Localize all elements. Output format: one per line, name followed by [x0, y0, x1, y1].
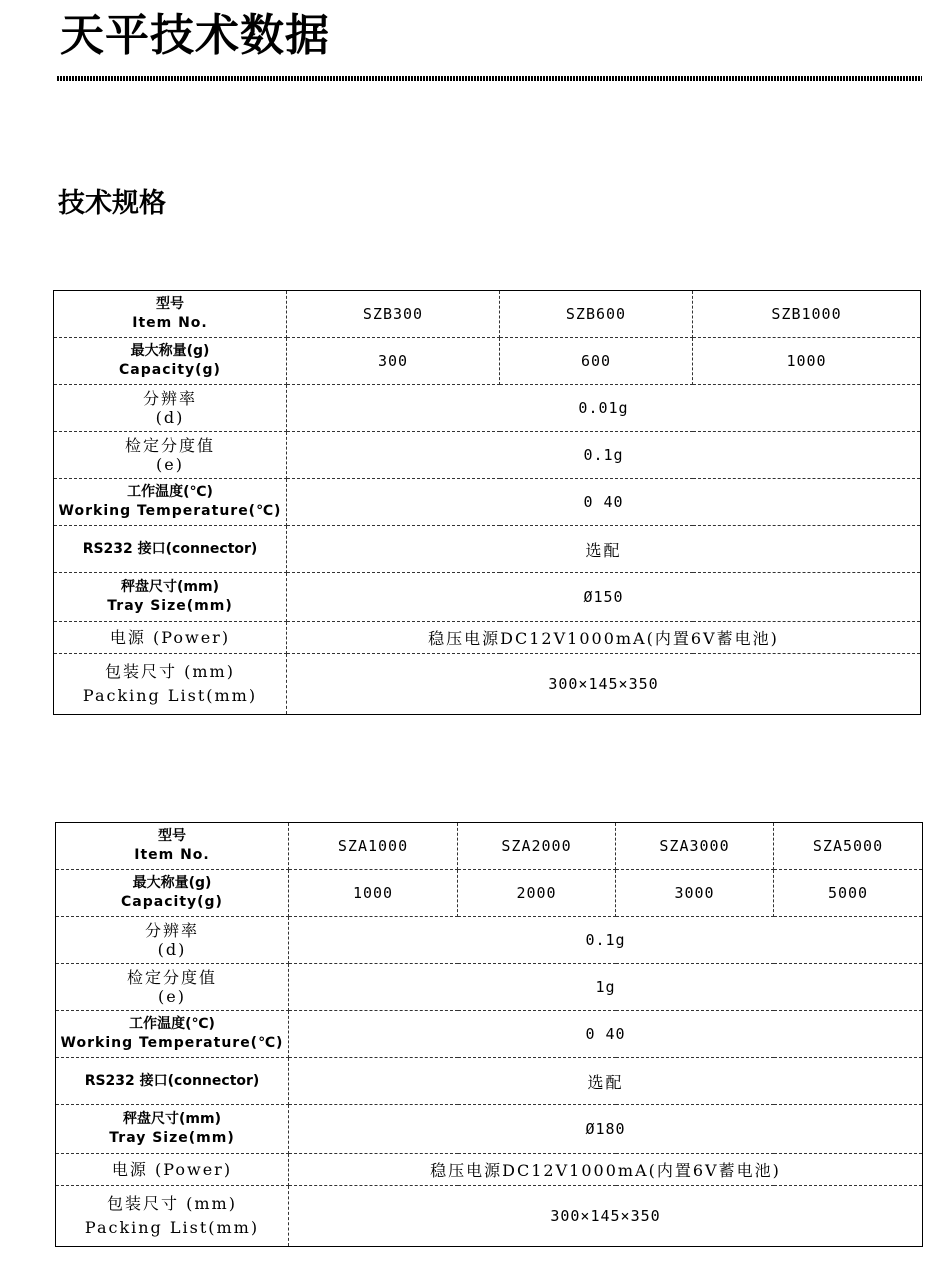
capacity-cell: 300 — [287, 338, 500, 385]
row-resolution — [56, 917, 923, 964]
row-tray — [56, 1105, 923, 1154]
model-cell: SZB1000 — [693, 291, 921, 338]
model-cell: SZA2000 — [458, 823, 616, 870]
label-temperature: 工作温度(℃) Working Temperature(℃) — [56, 1011, 289, 1058]
power-value: 稳压电源DC12V1000mA(内置6V蓄电池) — [287, 622, 921, 654]
row-verification — [56, 964, 923, 1011]
row-resolution — [54, 385, 921, 432]
packing-value: 300×145×350 — [287, 654, 921, 715]
label-tray: 秤盘尺寸(mm) Tray Size(mm) — [54, 573, 287, 622]
label-resolution: 分辨率 (d) — [54, 385, 287, 432]
spec-table-sza — [55, 822, 923, 1247]
label-packing: 包装尺寸 (mm) Packing List(mm) — [56, 1186, 289, 1247]
row-rs232 — [56, 1058, 923, 1105]
row-power — [56, 1154, 923, 1186]
capacity-cell: 2000 — [458, 870, 616, 917]
rs232-value: 选配 — [287, 526, 921, 573]
row-model — [56, 823, 923, 870]
label-verification: 检定分度值 (e) — [56, 964, 289, 1011]
row-packing — [56, 1186, 923, 1247]
model-cell: SZA3000 — [616, 823, 774, 870]
label-capacity: 最大称量(g) Capacity(g) — [56, 870, 289, 917]
verification-value: 1g — [289, 964, 923, 1011]
row-model — [54, 291, 921, 338]
title-divider — [57, 76, 922, 81]
row-packing — [54, 654, 921, 715]
label-model: 型号 Item No. — [54, 291, 287, 338]
page-title: 天平技术数据 — [60, 10, 330, 61]
label-rs232: RS232 接口(connector) — [56, 1058, 289, 1105]
capacity-cell: 3000 — [616, 870, 774, 917]
label-temperature: 工作温度(℃) Working Temperature(℃) — [54, 479, 287, 526]
temperature-value: 0 40 — [287, 479, 921, 526]
model-cell: SZB600 — [500, 291, 693, 338]
label-model: 型号 Item No. — [56, 823, 289, 870]
row-temperature — [54, 479, 921, 526]
row-rs232 — [54, 526, 921, 573]
model-cell: SZA1000 — [289, 823, 458, 870]
row-temperature — [56, 1011, 923, 1058]
label-resolution: 分辨率 (d) — [56, 917, 289, 964]
row-power — [54, 622, 921, 654]
tray-value: Ø180 — [289, 1105, 923, 1154]
spec-table-szb — [53, 290, 921, 715]
capacity-cell: 5000 — [774, 870, 923, 917]
label-verification: 检定分度值 (e) — [54, 432, 287, 479]
capacity-cell: 1000 — [693, 338, 921, 385]
row-capacity — [54, 338, 921, 385]
power-value: 稳压电源DC12V1000mA(内置6V蓄电池) — [289, 1154, 923, 1186]
label-power: 电源 (Power) — [54, 622, 287, 654]
row-verification — [54, 432, 921, 479]
label-rs232: RS232 接口(connector) — [54, 526, 287, 573]
label-power: 电源 (Power) — [56, 1154, 289, 1186]
temperature-value: 0 40 — [289, 1011, 923, 1058]
row-capacity — [56, 870, 923, 917]
label-capacity: 最大称量(g) Capacity(g) — [54, 338, 287, 385]
capacity-cell: 1000 — [289, 870, 458, 917]
model-cell: SZB300 — [287, 291, 500, 338]
label-tray: 秤盘尺寸(mm) Tray Size(mm) — [56, 1105, 289, 1154]
packing-value: 300×145×350 — [289, 1186, 923, 1247]
resolution-value: 0.1g — [289, 917, 923, 964]
section-title: 技术规格 — [58, 188, 166, 219]
tray-value: Ø150 — [287, 573, 921, 622]
rs232-value: 选配 — [289, 1058, 923, 1105]
resolution-value: 0.01g — [287, 385, 921, 432]
verification-value: 0.1g — [287, 432, 921, 479]
row-tray — [54, 573, 921, 622]
label-packing: 包装尺寸 (mm) Packing List(mm) — [54, 654, 287, 715]
model-cell: SZA5000 — [774, 823, 923, 870]
capacity-cell: 600 — [500, 338, 693, 385]
